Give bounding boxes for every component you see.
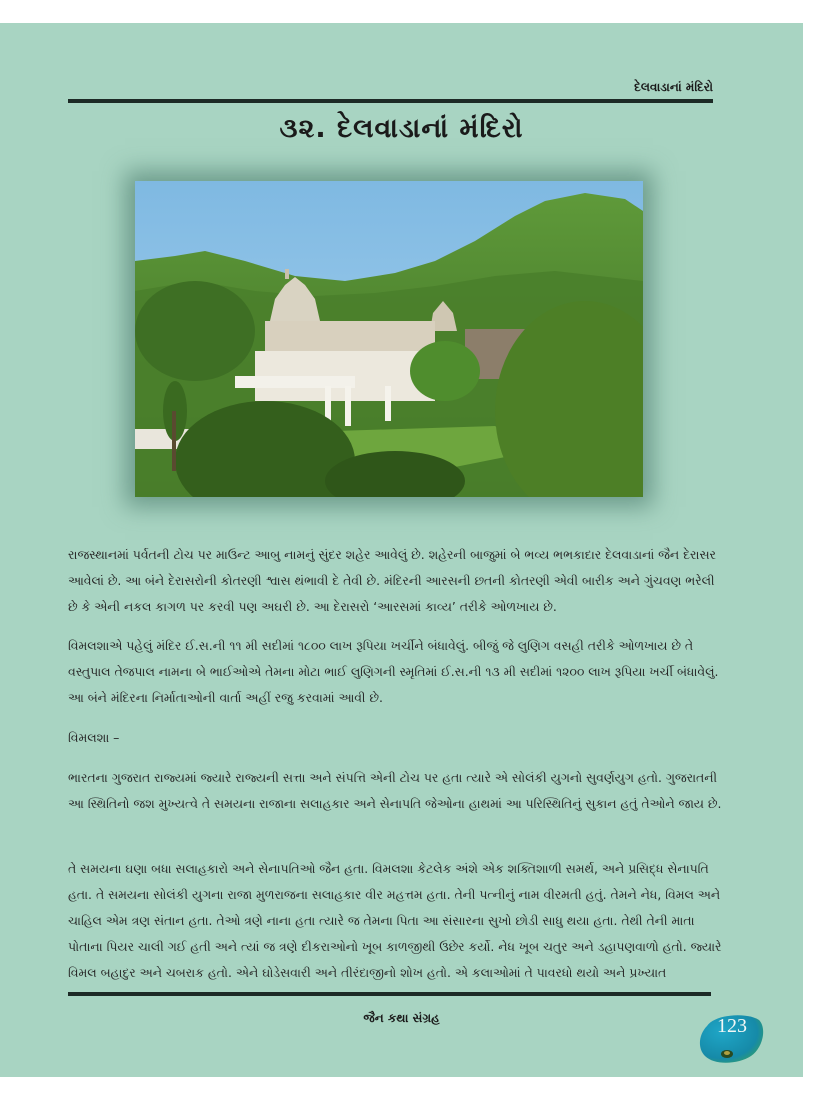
section-heading-vimalsha [68, 725, 728, 751]
document-page [0, 23, 803, 1077]
paragraph-text: વિમલશાએ પહેલું મંદિર ઈ.સ.ની ૧૧ મી સદીમાં ૧૮૦૦ લાખ રૂપિયા ખર્ચીને બંધાવેલું. બીજું જે લુણિગ વસહી તરીકે ઓળખાય છે તે વસ્તુપાલ તેજપાલ નામના બે ભાઈઓએ તેમના મોટા ભાઈ લુણિગની સ્મૃતિમાં ઈ.સ.ની ૧૩ મી સદીમાં ૧૨૦૦ લાખ રૂપિયા ખર્ચી બંધાવેલું. આ બંને મંદિરના નિર્માતાઓની વાર્તા અહીં રજુ કરવામાં આવી છે. [68, 638, 719, 705]
paragraph-vimal-family [68, 856, 728, 986]
header-rule [68, 99, 713, 103]
temple-landscape-image [135, 181, 643, 497]
chapter-title: ૩૨. દેલવાડાનાં મંદિરો [279, 113, 524, 144]
page-number: 123 [717, 1015, 747, 1037]
temple-photo [135, 181, 643, 497]
paragraph-text: રાજસ્થાનમાં પર્વતની ટોચ પર માઉન્ટ આબુ નામનું સુંદર શહેર આવેલું છે. શહેરની બાજુમાં બે ભવ્ય ભભકાદાર દેલવાડાનાં જૈન દેરાસર આવેલાં છે. આ બંને દેરાસરોની કોતરણી શ્વાસ થંભાવી દે તેવી છે. મંદિરની આરસની છતની કોતરણી એવી બારીક અને ગુંચવણ ભરેલી છે કે એની નકલ કાગળ પર કરવી પણ અઘરી છે. આ દેરાસરો ‘આરસમાં કાવ્ય’ તરીકે ઓળખાય છે. [68, 547, 716, 614]
running-head: દેલવાડાનાં મંદિરો [634, 80, 713, 94]
section-heading-text: વિમલશા – [68, 730, 120, 745]
paragraph-temples-history [68, 633, 728, 711]
paragraph-text: તે સમયના ઘણા બધા સલાહકારો અને સેનાપતિઓ જૈન હતા. વિમલશા કેટલેક અંશે એક શક્તિશાળી સમર્થ, અને પ્રસિદ્ધ સેનાપતિ હતા. તે સમયના સોલંકી યુગના રાજા મુળરાજના સલાહકાર વીર મહત્તમ હતા. તેની પત્નીનું નામ વીરમતી હતું. તેમને નેધ, વિમલ અને ચાહિલ એમ ત્રણ સંતાન હતા. તેઓ ત્રણે નાના હતા ત્યારે જ તેમના પિતા આ સંસારના સુખો છોડી સાધુ થયા હતા. તેથી તેની માતા પોતાના પિયર ચાલી ગઈ હતી અને ત્યાં જ ત્રણે દીકરાઓનો ખૂબ કાળજીથી ઉછેર કર્યો. નેધ ખૂબ ચતુર અને ડહાપણવાળો હતો. જ્યારે વિમલ બહાદુર અને ચબરાક હતો. એને ઘોડેસવારી અને તીરંદાજીનો શોખ હતો. એ કલાઓમાં તે પાવરધો થયો અને પ્રખ્યાત [68, 861, 722, 980]
paragraph-gujarat [68, 765, 728, 817]
paragraph-text: ભારતના ગુજરાત રાજ્યમાં જ્યારે રાજ્યની સત્તા અને સંપત્તિ એની ટોચ પર હતા ત્યારે એ સોલંકી યુગનો સુવર્ણયુગ હતો. ગુજરાતની આ સ્થિતિનો જશ મુખ્યત્વે તે સમયના રાજાના સલાહકાર અને સેનાપતિ જેઓના હાથમાં આ પરિસ્થિતિનું સુકાન હતું તેઓને જાય છે. [68, 770, 722, 811]
footer-rule [68, 992, 711, 996]
paragraph-intro [68, 542, 728, 620]
book-title: જૈન કથા સંગ્રહ [363, 1011, 440, 1025]
